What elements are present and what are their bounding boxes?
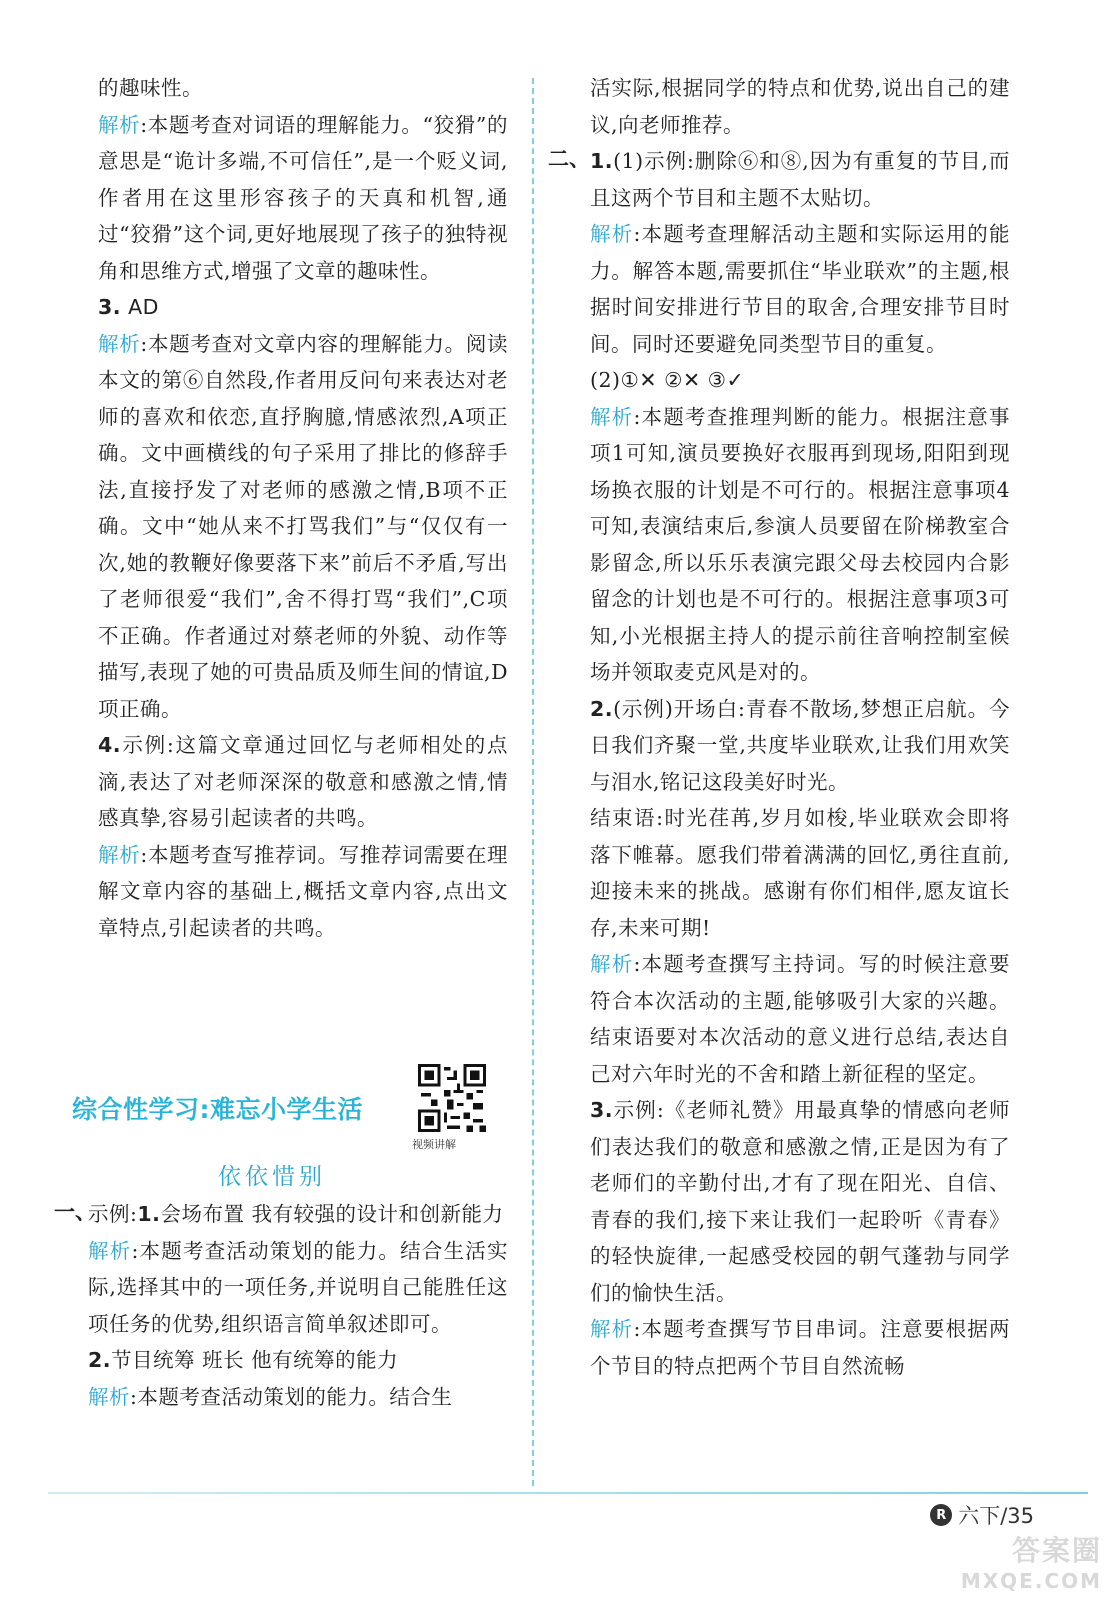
analysis-label: 解析 xyxy=(590,222,634,246)
answer-2: 2.节目统筹 班长 他有统筹的能力 xyxy=(88,1348,399,1372)
analysis-paragraph: 解析:本题考查写推荐词。写推荐词需要在理解文章内容的基础上,概括文章内容,点出文章特点,引起读者的共鸣。 xyxy=(98,842,509,940)
closing-remarks: 结束语:时光荏苒,岁月如梭,毕业联欢会即将落下帷幕。愿我们带着满满的回忆,勇往直前,迎接未来的挑战。感谢有你们相伴,愿友谊长存,未来可期! xyxy=(590,806,1010,940)
left-column xyxy=(98,70,508,946)
analysis-label: 解析 xyxy=(88,1238,132,1263)
page-number: 六下/35 xyxy=(958,1504,1034,1528)
watermark xyxy=(961,1536,1102,1596)
analysis-label: 解析 xyxy=(98,331,141,356)
analysis-label: 解析 xyxy=(590,404,634,429)
analysis-label: 解析 xyxy=(98,842,141,867)
analysis-paragraph: 解析:本题考查活动策划的能力。结合生活实际,选择其中的一项任务,并说明自己能胜任这项任务的优势,组织语言简单叙述即可。 xyxy=(88,1238,509,1336)
section-mark: 二、 xyxy=(548,147,590,171)
analysis-label: 解析 xyxy=(98,112,141,137)
edition-badge-icon: R xyxy=(930,1504,952,1526)
analysis-paragraph: 解析:本题考查对文章内容的理解能力。阅读本文的第⑥自然段,作者用反问句来表达对老师的喜欢和依恋,直抒胸臆,情感浓烈,A项正确。文中画横线的句子采用了排比的修辞手法,直接抒发了对老师的感激之情,B项不正确。文中“她从来不打骂我们”与“仅仅有一次,她的教鞭好像要落下来”前后不矛盾,写出了老师很爱“我们”,舍不得打骂“我们”,C项不正确。作者通过对蔡老师的外貌、动作等描写,表现了她的可贵品质及师生间的情谊,D项正确。 xyxy=(98,331,509,721)
analysis-label: 解析 xyxy=(590,1317,634,1341)
section-subtitle: 依依惜别 xyxy=(218,1164,326,1190)
answer-1: 示例:1.会场布置 我有较强的设计和创新能力 xyxy=(88,1202,504,1226)
section-mark: 一、 xyxy=(54,1200,96,1224)
analysis-paragraph: 解析:本题考查推理判断的能力。根据注意事项1可知,演员要换好衣服再到现场,阳阳到现场换衣服的计划是不可行的。根据注意事项4可知,表演结束后,参演人员要留在阶梯教室合影留念,所以乐乐表演完跟父母去校园内合影留念的计划也是不可行的。根据注意事项3可知,小光根据主持人的提示前往音响控制室候场并领取麦克风是对的。 xyxy=(590,404,1011,684)
section-banner-title: 综合性学习:难忘小学生活 xyxy=(72,1095,363,1124)
answer-1: 1.(1)示例:删除⑥和⑧,因为有重复的节目,而且这两个节目和主题不太贴切。 xyxy=(590,149,1010,210)
analysis-label: 解析 xyxy=(88,1384,130,1409)
analysis-paragraph: 解析:本题考查撰写节目串词。注意要根据两个节目的特点把两个节目自然流畅 xyxy=(590,1317,1011,1378)
right-column xyxy=(548,70,1011,1384)
answer-3: 3.示例:《老师礼赞》用最真挚的情感向老师们表达我们的敬意和感激之情,正是因为有了老师们的辛勤付出,才有了现在阳光、自信、青春的我们,接下来让我们一起聆听《青春》的轻快旋律,一起感受校园的朝气蓬勃与同学们的愉快生活。 xyxy=(590,1098,1010,1305)
analysis-paragraph: 解析:本题考查撰写主持词。写的时候注意要符合本次活动的主题,能够吸引大家的兴趣。结束语要对本次活动的意义进行总结,表达自己对六年时光的不舍和踏上新征程的坚定。 xyxy=(590,952,1011,1086)
analysis-paragraph: 解析:本题考查理解活动主题和实际运用的能力。解答本题,需要抓住“毕业联欢”的主题,根据时间安排进行节目的取舍,合理安排节目时间。同时还要避免同类型节目的重复。 xyxy=(590,222,1011,356)
answer-4: 4.示例:这篇文章通过回忆与老师相处的点滴,表达了对老师深深的敬意和感激之情,情感真挚,容易引起读者的共鸣。 xyxy=(98,733,508,830)
bottom-rule xyxy=(48,1492,1088,1494)
watermark-line: 答案圈 xyxy=(1011,1534,1102,1567)
section-one xyxy=(54,1196,509,1415)
answer-2: 2.(示例)开场白:青春不散场,梦想正启航。今日我们齐聚一堂,共度毕业联欢,让我们用欢笑与泪水,铭记这段美好时光。 xyxy=(590,696,1010,794)
paragraph: 的趣味性。 xyxy=(98,76,203,100)
analysis-paragraph: 解析:本题考查对词语的理解能力。“狡猾”的意思是“诡计多端,不可信任”,是一个贬义词,作者用在这里形容孩子的天真和机智,通过“狡猾”这个词,更好地展现了孩子的独特视角和思维方式,增强了文章的趣味性。 xyxy=(98,112,508,283)
watermark-line: MXQE.COM xyxy=(960,1569,1102,1593)
qr-caption: 视频讲解 xyxy=(412,1138,456,1151)
answer-3: 3. AD xyxy=(98,295,159,319)
paragraph: 活实际,根据同学的特点和优势,说出自己的建议,向老师推荐。 xyxy=(590,76,1010,137)
analysis-label: 解析 xyxy=(590,952,634,976)
answer-1-2: (2)①✕ ②✕ ③✓ xyxy=(590,368,745,392)
column-divider xyxy=(532,78,534,1486)
analysis-paragraph: 解析:本题考查活动策划的能力。结合生 xyxy=(88,1384,453,1409)
page-footer xyxy=(930,1500,1034,1530)
section-two xyxy=(548,143,1011,1384)
qr-code-icon[interactable] xyxy=(418,1064,486,1132)
